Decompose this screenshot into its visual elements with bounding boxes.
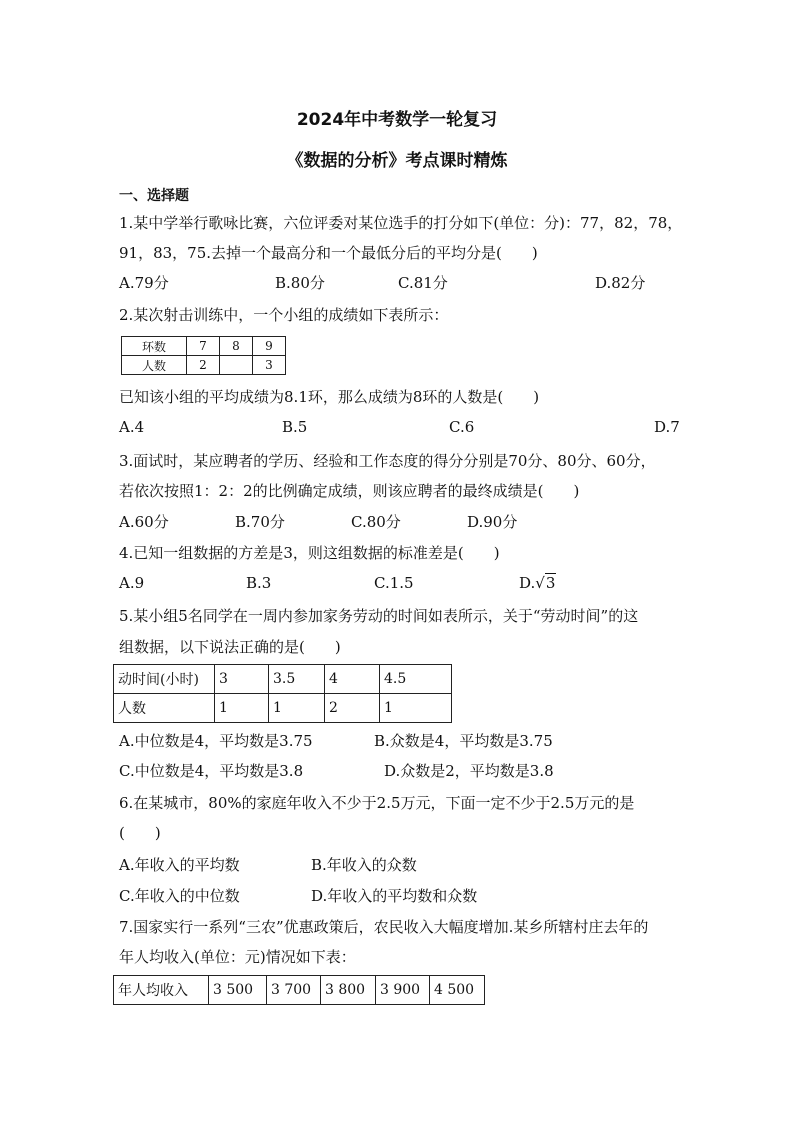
q5-line1: 5.某小组5名同学在一周内参加家务劳动的时间如表所示，关于“劳动时间”的这 bbox=[119, 607, 639, 625]
page-subtitle: 《数据的分析》考点课时精炼 bbox=[286, 151, 508, 171]
q3-line1: 3.面试时，某应聘者的学历、经验和工作态度的得分分别是70分、80分、60分， bbox=[119, 452, 656, 470]
table-cell: 4 bbox=[325, 665, 380, 694]
table-cell: 8 bbox=[220, 337, 253, 356]
q2-option-b: B.5 bbox=[282, 418, 308, 436]
q2-option-c: C.6 bbox=[449, 418, 475, 436]
table-cell: 3 bbox=[215, 665, 269, 694]
q2-option-a: A.4 bbox=[119, 418, 145, 436]
table-cell: 2 bbox=[325, 694, 380, 723]
sqrt-symbol: √3 bbox=[535, 574, 556, 592]
q1-option-c: C.81分 bbox=[398, 274, 448, 292]
q4-line1: 4.已知一组数据的方差是3，则这组数据的标准差是( ) bbox=[119, 544, 500, 562]
table-cell: 3 500 bbox=[209, 976, 267, 1005]
table-cell: 1 bbox=[380, 694, 452, 723]
q3-option-a: A.60分 bbox=[119, 513, 169, 531]
q4-option-a: A.9 bbox=[119, 574, 145, 592]
q6-option-a: A.年收入的平均数 bbox=[119, 856, 240, 874]
q2-table bbox=[121, 336, 286, 375]
q1-line1: 1.某中学举行歌咏比赛，六位评委对某位选手的打分如下(单位：分)：77，82，78， bbox=[119, 214, 683, 232]
q1-line2: 91，83，75.去掉一个最高分和一个最低分后的平均分是( ) bbox=[119, 244, 538, 262]
q2-line1: 2.某次射击训练中，一个小组的成绩如下表所示： bbox=[119, 306, 449, 324]
table-cell: 年人均收入 bbox=[114, 976, 209, 1005]
sqrt-radicand: 3 bbox=[545, 574, 556, 592]
table-row bbox=[122, 337, 286, 356]
q3-option-d: D.90分 bbox=[467, 513, 518, 531]
table-row bbox=[122, 356, 286, 375]
q3-option-c: C.80分 bbox=[351, 513, 401, 531]
table-cell: 环数 bbox=[122, 337, 187, 356]
table-cell: 人数 bbox=[122, 356, 187, 375]
q5-table bbox=[113, 664, 452, 723]
q5-option-b: B.众数是4，平均数是3.75 bbox=[374, 732, 553, 750]
q6-option-c: C.年收入的中位数 bbox=[119, 887, 240, 905]
table-cell: 3.5 bbox=[269, 665, 325, 694]
q4-option-c: C.1.5 bbox=[374, 574, 414, 592]
option-prefix: D. bbox=[519, 574, 536, 592]
table-cell: 2 bbox=[187, 356, 220, 375]
table-cell: 3 bbox=[253, 356, 286, 375]
q1-option-a: A.79分 bbox=[119, 274, 169, 292]
page-title: 2024年中考数学一轮复习 bbox=[296, 110, 498, 130]
table-cell bbox=[220, 356, 253, 375]
q5-line2: 组数据，以下说法正确的是( ) bbox=[119, 638, 341, 656]
q6-option-d: D.年收入的平均数和众数 bbox=[311, 887, 478, 905]
table-cell: 1 bbox=[269, 694, 325, 723]
table-cell: 4 500 bbox=[430, 976, 485, 1005]
table-cell: 7 bbox=[187, 337, 220, 356]
q1-option-d: D.82分 bbox=[595, 274, 646, 292]
q4-option-d bbox=[519, 574, 556, 592]
q1-option-b: B.80分 bbox=[275, 274, 325, 292]
table-cell: 人数 bbox=[114, 694, 215, 723]
q6-line2: ( ) bbox=[119, 824, 161, 842]
table-cell: 3 800 bbox=[321, 976, 376, 1005]
q3-line2: 若依次按照1：2：2的比例确定成绩，则该应聘者的最终成绩是( ) bbox=[119, 482, 580, 500]
q6-option-b: B.年收入的众数 bbox=[311, 856, 417, 874]
q6-line1: 6.在某城市，80%的家庭年收入不少于2.5万元，下面一定不少于2.5万元的是 bbox=[119, 794, 635, 812]
table-row bbox=[114, 665, 452, 694]
q7-line2: 年人均收入(单位：元)情况如下表： bbox=[119, 948, 356, 966]
q4-option-b: B.3 bbox=[246, 574, 272, 592]
table-cell: 4.5 bbox=[380, 665, 452, 694]
q5-option-d: D.众数是2，平均数是3.8 bbox=[384, 762, 554, 780]
section-heading: 一、选择题 bbox=[119, 188, 189, 204]
table-cell: 3 700 bbox=[267, 976, 321, 1005]
table-cell: 1 bbox=[215, 694, 269, 723]
table-row bbox=[114, 694, 452, 723]
table-cell: 9 bbox=[253, 337, 286, 356]
q2-option-d: D.7 bbox=[654, 418, 680, 436]
q5-option-c: C.中位数是4，平均数是3.8 bbox=[119, 762, 304, 780]
table-row bbox=[114, 976, 485, 1005]
table-cell: 动时间(小时) bbox=[114, 665, 215, 694]
q5-option-a: A.中位数是4，平均数是3.75 bbox=[119, 732, 313, 750]
q3-option-b: B.70分 bbox=[235, 513, 285, 531]
table-cell: 3 900 bbox=[376, 976, 430, 1005]
q2-line2: 已知该小组的平均成绩为8.1环，那么成绩为8环的人数是( ) bbox=[119, 388, 540, 406]
q7-table bbox=[113, 975, 485, 1005]
q7-line1: 7.国家实行一系列“三农”优惠政策后，农民收入大幅度增加.某乡所辖村庄去年的 bbox=[119, 918, 649, 936]
